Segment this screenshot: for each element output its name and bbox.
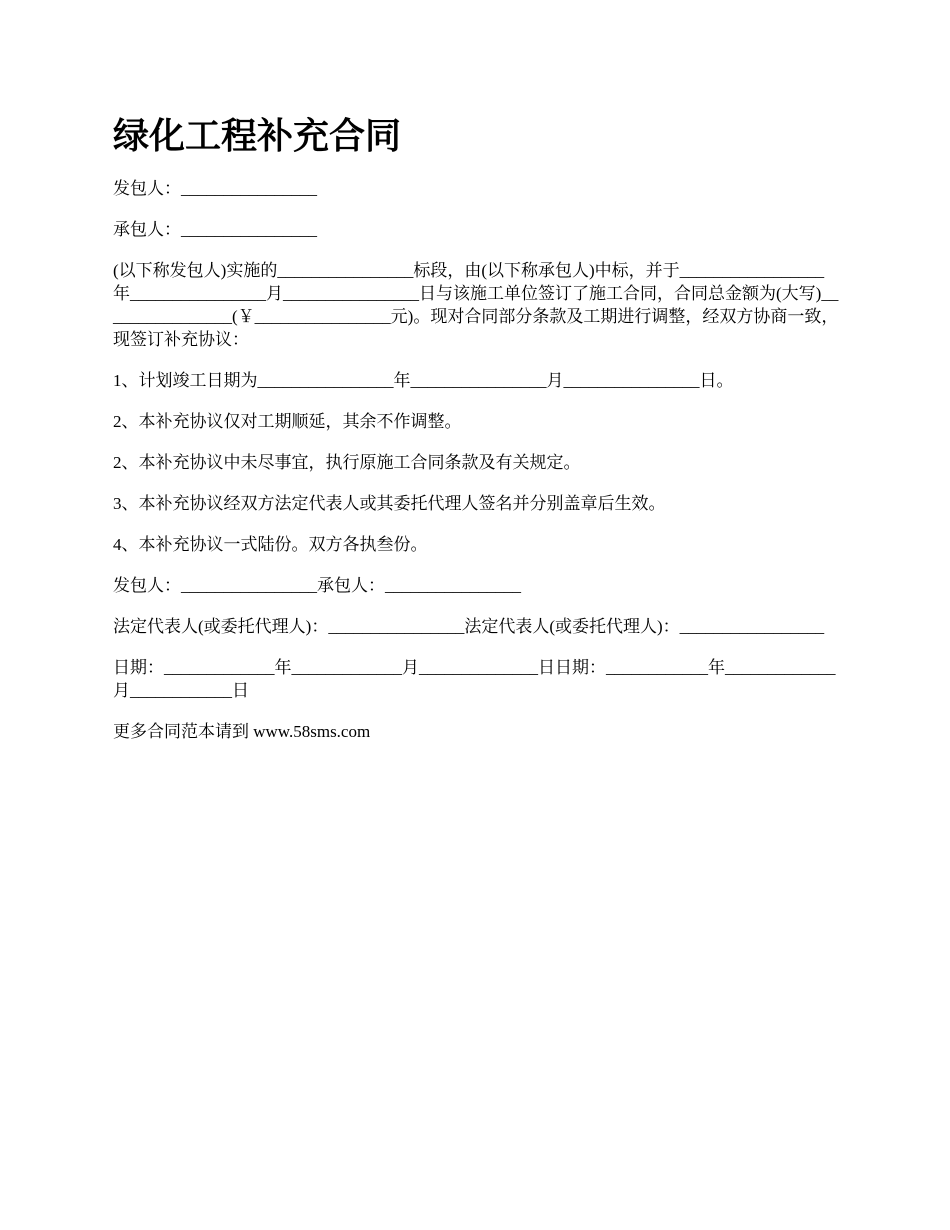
contractor-line: 承包人：________________ [113,220,317,239]
legal-representative-line: 法定代表人(或委托代理人)：________________法定代表人(或委托代理人)：_________________ [113,617,825,636]
clause-2a: 2、本补充协议仅对工期顺延，其余不作调整。 [113,412,462,431]
signature-date-line: 日期：_____________年_____________月______________日日期：____________年_____________月____________日 [113,658,836,700]
document-page [113,108,841,761]
employer-line: 发包人：________________ [113,179,317,198]
preamble-paragraph: (以下称发包人)实施的________________标段，由(以下称承包人)中标，并于_________________年________________月________________日与该施工单位签订了施工合同，合同总金额为(大写)________________(￥________________元)。现对合同部分条款及工期进行调整，经双方协商一致，现签订补充协议： [113,261,839,349]
clause-1: 1、计划竣工日期为________________年________________月________________日。 [113,371,734,390]
footer-link-text: 更多合同范本请到 www.58sms.com [113,722,371,741]
document-title: 绿化工程补充合同 [113,115,402,157]
clause-2b: 2、本补充协议中未尽事宜，执行原施工合同条款及有关规定。 [113,453,581,472]
clause-4: 4、本补充协议一式陆份。双方各执叁份。 [113,535,428,554]
signature-parties-line: 发包人：________________承包人：________________ [113,576,521,595]
clause-3: 3、本补充协议经双方法定代表人或其委托代理人签名并分别盖章后生效。 [113,494,666,513]
